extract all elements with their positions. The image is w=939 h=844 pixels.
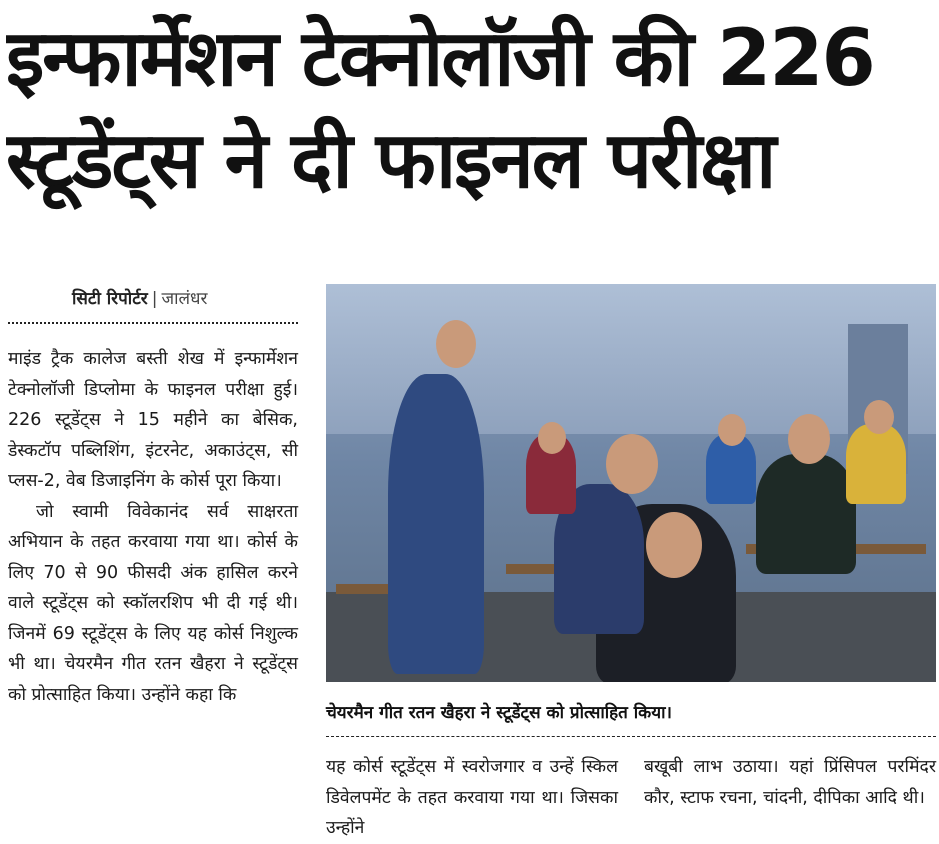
photo-head <box>606 434 658 494</box>
article-paragraph-1: माइंड ट्रैक कालेज बस्ती शेख में इन्फार्मेशन टेक्नोलॉजी डिप्लोमा के फाइनल परीक्षा हुई। 226 स्टूडेंट्स ने 15 महीने का बेसिक, डेस्कटॉप पब्लिशिंग, इंटरनेट, अकाउंट्स, सी प्लस-2, वेब डिजाइनिंग के कोर्स पूरा किया। <box>8 349 298 491</box>
news-photo <box>326 284 936 682</box>
article-column-left <box>8 344 298 710</box>
photo-head <box>864 400 894 434</box>
photo-caption: चेयरमैन गीत रतन खैहरा ने स्टूडेंट्स को प्रोत्साहित किया। <box>326 703 672 723</box>
photo-person-student <box>846 424 906 504</box>
byline-city: जालंधर <box>161 289 208 309</box>
caption-divider <box>326 736 936 737</box>
article-paragraph-2: जो स्वामी विवेकानंद सर्व साक्षरता अभियान के तहत करवाया गया था। कोर्स के लिए 70 से 90 फीसदी अंक हासिल करने वाले स्टूडेंट्स को स्कॉलरशिप भी दी गई थी। जिनमें 69 स्टूडेंट्स के लिए यह कोर्स निशुल्क भी था। चेयरमैन गीत रतन खैहरा ने स्टूडेंट्स को प्रोत्साहित किया। उन्होंने कहा कि <box>8 501 298 705</box>
article-paragraph-3: यह कोर्स स्टूडेंट्स में स्वरोजगार व उन्हें स्किल डिवेलपमेंट के तहत करवाया गया था। जिसका उन्होंने <box>326 757 618 838</box>
article-paragraph-4: बखूबी लाभ उठाया। यहां प्रिंसिपल परमिंदर कौर, स्टाफ रचना, चांदनी, दीपिका आदि थी। <box>644 757 936 808</box>
photo-head <box>538 422 566 454</box>
byline-divider <box>8 322 298 324</box>
headline-line-2: स्टूडेंट्स ने दी फाइनल परीक्षा <box>6 116 775 206</box>
photo-head <box>436 320 476 368</box>
headline <box>6 8 934 212</box>
photo-person-teacher <box>388 374 484 674</box>
photo-head <box>718 414 746 446</box>
byline-reporter: सिटी रिपोर्टर <box>72 289 148 309</box>
article-column-right <box>644 752 936 813</box>
headline-line-1: इन्फार्मेशन टेक्नोलॉजी की 226 <box>6 14 874 104</box>
article-column-middle <box>326 752 618 844</box>
byline-separator: | <box>151 289 158 309</box>
photo-head <box>788 414 830 464</box>
byline <box>72 286 207 309</box>
photo-head <box>646 512 702 578</box>
photo-person-student <box>756 454 856 574</box>
